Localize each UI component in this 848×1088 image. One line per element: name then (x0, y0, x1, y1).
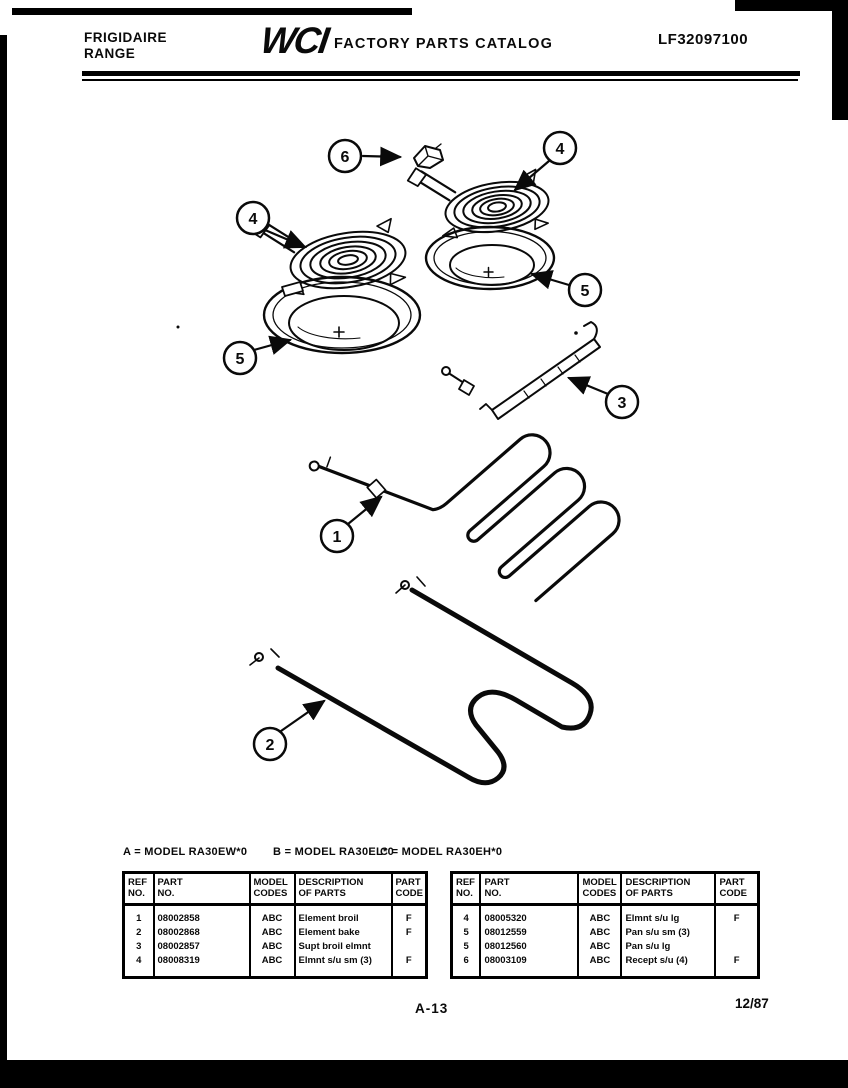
header-rule-thin (82, 79, 798, 81)
col-description: DESCRIPTION OF PARTS (295, 873, 392, 905)
svg-text:6: 6 (340, 149, 350, 166)
svg-text:3: 3 (617, 395, 627, 412)
document-number: LF32097100 (658, 31, 749, 48)
parts-table-left (122, 871, 428, 979)
callout-4-right (544, 132, 576, 164)
page-number: A-13 (415, 1001, 449, 1016)
scan-dot (177, 326, 180, 329)
svg-text:1: 1 (332, 529, 342, 546)
table-row: 2 08002868 ABC Element bake F (124, 925, 427, 939)
col-ref-no: REF NO. (451, 873, 480, 905)
callout-arrow-5-left (254, 340, 290, 350)
scan-dot (574, 331, 578, 335)
callout-arrow-6 (363, 156, 400, 157)
callout-6 (329, 140, 361, 172)
svg-text:2: 2 (265, 737, 275, 754)
col-part-code: PART CODE (392, 873, 427, 905)
table-header-row (451, 873, 758, 905)
model-legend-b: B = MODEL RA30EL*0 (273, 846, 395, 858)
table-row: 3 08002857 ABC Supt broil elmnt (124, 939, 427, 953)
scan-artifact-bottom (0, 1060, 848, 1088)
svg-text:5: 5 (580, 283, 590, 300)
wci-logo: WCI (258, 20, 330, 61)
col-ref-no: REF NO. (124, 873, 154, 905)
callout-5-left (224, 342, 256, 374)
table-row: 4 08005320 ABC Elmnt s/u lg F (451, 905, 758, 926)
table-header-row (124, 873, 427, 905)
callout-arrow-1 (348, 497, 381, 524)
callout-5-right (569, 274, 601, 306)
brand-title (84, 30, 167, 62)
callout-arrow-2 (281, 701, 324, 731)
parts-tables (122, 871, 760, 979)
bake-element (308, 332, 627, 655)
plug-terminal-part (414, 144, 443, 168)
table-row: 4 08008319 ABC Elmnt s/u sm (3) F (124, 953, 427, 978)
catalog-title: FACTORY PARTS CATALOG (334, 36, 554, 52)
callout-3 (606, 386, 638, 418)
callout-arrow-3 (569, 378, 608, 394)
svg-text:5: 5 (235, 351, 245, 368)
col-model-codes: MODEL CODES (578, 873, 621, 905)
drip-pan-right (426, 227, 554, 289)
brand-line1: FRIGIDAIRE (84, 30, 168, 45)
col-part-no: PART NO. (154, 873, 250, 905)
exploded-parts-diagram (0, 100, 848, 845)
callout-2 (254, 728, 286, 760)
col-part-no: PART NO. (480, 873, 578, 905)
broil-support-bracket (442, 322, 600, 419)
parts-table-right (450, 871, 760, 979)
svg-text:4: 4 (248, 211, 258, 228)
model-legend-c: C = MODEL RA30EH*0 (380, 846, 503, 858)
revision-date: 12/87 (735, 996, 769, 1011)
table-row: 5 08012559 ABC Pan s/u sm (3) (451, 925, 758, 939)
col-description: DESCRIPTION OF PARTS (621, 873, 715, 905)
model-legend-a: A = MODEL RA30EW*0 (123, 846, 248, 858)
table-row: 1 08002858 ABC Element broil F (124, 905, 427, 926)
table-row: 5 08012560 ABC Pan s/u lg (451, 939, 758, 953)
broil-element (250, 577, 591, 783)
col-part-code: PART CODE (715, 873, 758, 905)
callout-1 (321, 520, 353, 552)
table-row: 6 08003109 ABC Recept s/u (4) F (451, 953, 758, 978)
callout-4-left (237, 202, 269, 234)
header-rule-thick (82, 71, 800, 76)
brand-line2: RANGE (84, 46, 136, 61)
surface-element-left (249, 197, 411, 305)
scan-artifact-top (12, 8, 412, 15)
col-model-codes: MODEL CODES (250, 873, 295, 905)
svg-text:4: 4 (555, 141, 565, 158)
